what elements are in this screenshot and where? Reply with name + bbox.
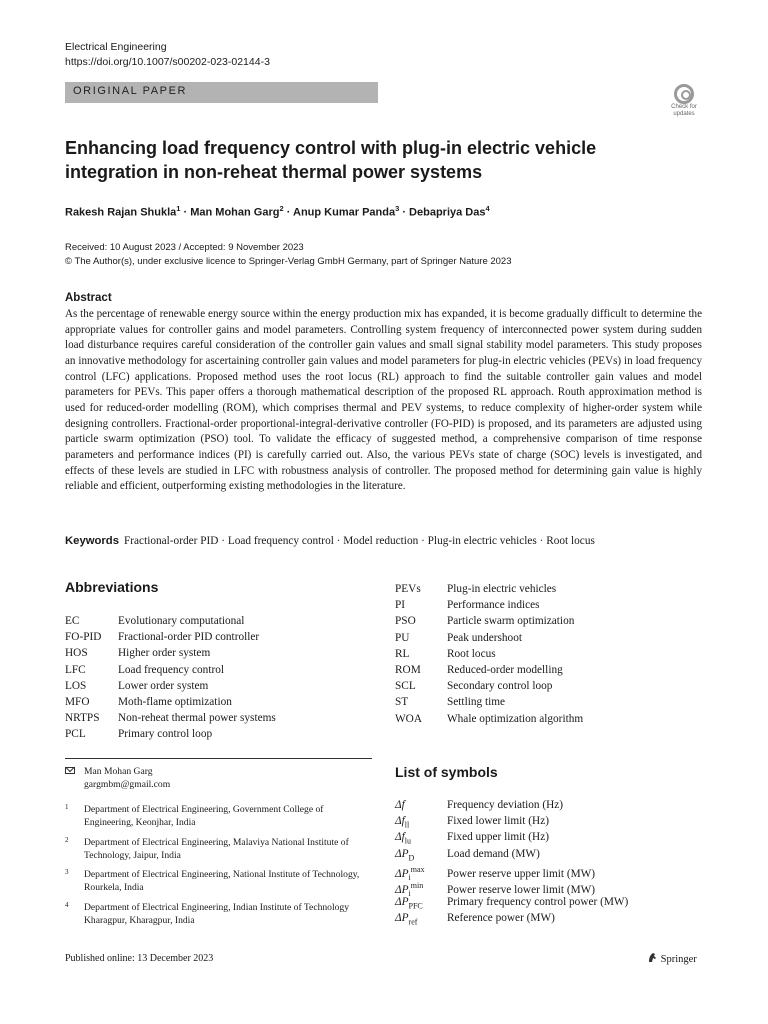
journal-name: Electrical Engineering (65, 41, 167, 53)
abbreviations-right-column (395, 581, 583, 727)
abbreviation: RL (395, 647, 410, 660)
abbreviation-definition: Plug-in electric vehicles (447, 583, 557, 595)
abbreviation: PI (395, 599, 406, 612)
symbol (395, 797, 447, 813)
abbreviation: MFO (65, 695, 90, 708)
abbreviation-row (395, 694, 583, 710)
symbol-base: ΔP (395, 896, 409, 909)
abbreviation-row (395, 662, 583, 678)
publisher-name: Springer (660, 954, 697, 965)
publisher-logo (647, 952, 697, 965)
symbol-definition: Fixed lower limit (Hz) (447, 815, 549, 828)
abbreviation: PU (395, 631, 410, 644)
abbreviation: ST (395, 696, 409, 709)
abbreviations-heading: Abbreviations (65, 579, 159, 595)
abbreviation-row (65, 710, 276, 726)
abbreviation-row (395, 678, 583, 694)
symbol-row (395, 894, 628, 910)
author-affiliation-mark: 2 (279, 204, 284, 213)
abbreviation-row (395, 630, 583, 646)
abbreviation-row (395, 646, 583, 662)
abbreviation-definition: Lower order system (118, 679, 209, 692)
symbol-definition: Power reserve upper limit (MW) (447, 867, 596, 880)
symbol-row (395, 846, 628, 862)
abbreviation-row (65, 662, 276, 678)
abbreviation-definition: Higher order system (118, 647, 211, 660)
abbreviation-row (395, 613, 583, 629)
symbol-subscript: PFC (408, 901, 423, 911)
symbol-base: ΔP (395, 912, 409, 925)
footnote-divider (65, 758, 372, 759)
check-for-updates-badge[interactable] (665, 84, 703, 124)
abbreviation-definition: Performance indices (447, 599, 540, 612)
check-updates-line1: Check for (671, 104, 697, 110)
abbreviation: EC (65, 615, 80, 627)
abbreviation: LFC (65, 663, 86, 676)
dates-block (65, 241, 512, 269)
abbreviation-definition: Moth-flame optimization (118, 695, 232, 708)
abbreviation-row (65, 613, 276, 629)
symbol-base: ΔP (395, 847, 409, 860)
correspondence (65, 765, 170, 791)
symbol-base: ΔP (395, 867, 409, 880)
symbol-subscript: i (408, 888, 411, 898)
symbol-subscript: ref (408, 917, 418, 927)
abbreviation-definition: Whale optimization algorithm (447, 712, 584, 725)
abbreviation-row (65, 694, 276, 710)
symbol-definition: Fixed upper limit (Hz) (447, 831, 549, 844)
abbreviation-row (395, 711, 583, 727)
keywords-text: Fractional-order PID · Load frequency control · Model reduction · Plug-in electric vehicles · Root locus (124, 535, 595, 547)
doi-link[interactable]: https://doi.org/10.1007/s00202-023-02144-3 (65, 56, 270, 68)
journal-header (65, 40, 270, 70)
symbol-row (395, 829, 628, 845)
symbol (395, 910, 447, 930)
symbol-superscript: min (410, 880, 424, 890)
affiliation-text: Department of Electrical Engineering, National Institute of Technology, Rourkela, India (84, 869, 360, 893)
affiliation-text: Department of Electrical Engineering, Malaviya National Institute of Technology, Jaipur, India (84, 837, 349, 861)
abbreviation: PSO (395, 615, 416, 628)
affiliation (65, 901, 365, 927)
author-affiliation-mark: 4 (485, 204, 490, 213)
abbreviation-definition: Evolutionary computational (118, 615, 245, 627)
affiliation-number: 4 (65, 901, 69, 909)
affiliation (65, 868, 365, 894)
affiliation-number: 1 (65, 803, 69, 811)
author-name[interactable]: Debapriya Das (409, 206, 486, 219)
abbreviation-definition: Root locus (447, 647, 496, 660)
abbreviation-row (395, 597, 583, 613)
abbreviation-row (65, 678, 276, 694)
abbreviation: PEVs (395, 583, 421, 595)
check-updates-line2: updates (673, 111, 695, 117)
springer-horse-icon (647, 952, 658, 963)
symbol-row (395, 862, 628, 882)
symbols-list (395, 797, 628, 927)
abbreviation: WOA (395, 712, 422, 725)
symbol-definition: Reference power (MW) (447, 912, 555, 925)
symbol-base: Δf (395, 831, 405, 844)
affiliation (65, 803, 365, 829)
affiliation-number: 2 (65, 836, 69, 844)
keywords (65, 535, 745, 547)
abstract-heading: Abstract (65, 292, 112, 304)
symbol-definition: Frequency deviation (Hz) (447, 799, 564, 811)
abbreviation-definition: Particle swarm optimization (447, 615, 575, 628)
symbol-subscript: i (408, 872, 411, 882)
paper-title: Enhancing load frequency control with plug-in electric vehicle integration in non-reheat thermal power systems (65, 138, 597, 182)
symbol-row (395, 910, 628, 926)
corresponding-author: Man Mohan Garg (84, 766, 153, 777)
author-name[interactable]: Anup Kumar Panda (293, 206, 396, 219)
abbreviation-definition: Load frequency control (118, 663, 225, 676)
symbol-row (395, 813, 628, 829)
symbol-subscript: D (408, 852, 415, 862)
abbreviations-left-column (65, 613, 276, 743)
abbreviation-definition: Fractional-order PID controller (118, 631, 260, 644)
symbol-row (395, 797, 628, 813)
corresponding-email[interactable]: gargmbm@gmail.com (84, 779, 171, 790)
article-type-banner (65, 82, 378, 103)
abbreviation-row (65, 645, 276, 661)
check-updates-icon (674, 84, 694, 104)
symbol-row (395, 878, 628, 898)
abbreviation: PCL (65, 728, 86, 741)
symbols-heading: List of symbols (395, 764, 498, 780)
abbreviation: NRTPS (65, 712, 100, 725)
affiliation-number: 3 (65, 868, 69, 876)
affiliation (65, 836, 365, 862)
abbreviation-row (65, 629, 276, 645)
abbreviation-definition: Peak undershoot (447, 631, 522, 644)
author-name[interactable]: Man Mohan Garg (190, 206, 280, 219)
abbreviation-definition: Reduced-order modelling (447, 663, 563, 676)
abbreviation-row (65, 726, 276, 742)
abbreviation: FO-PID (65, 631, 102, 644)
abstract-text: As the percentage of renewable energy source within the energy production mix has expanded, it is become gradually difficult to determine the appropriate values for controller gains and model parameters. Controlling system frequency of interconnected power system during sudden load disturbance requires careful consideration of the controller gain values and small signal stability model parameters. This study proposes an innovative methodology for ascertaining controller gain values and model parameters for plug-in electric vehicles (PEVs) in load frequency control (LFC) applications. Proposed method uses the root locus (RL) approach to find the suitable controller gain values and model parameters for PEVs. This paper offers a thorough mathematical description of the proposed RL approach. Routh approximation method is used for reduced-order modelling (ROM), which comprises thermal and PEV systems, to reduce complexity of higher-order system while designing controllers. Fractional-order proportional-integral-derivative controller (FO-PID) is proposed, and its parameters are adjusted using particle swarm optimization (PSO) tool. To validate the efficacy of suggested method, a comprehensive comparison of time response parameters and performance indices (PI) is carefully carried out. Also, the various PEVs state of charge (SOC) levels is investigated, and effects of these levels are studied in LFC with robustness analysis of controller. The proposed method for determining gain value is highly reliable and efficient, outperforming existing methodologies in the literature. (65, 308, 702, 493)
symbol-subscript: ll (404, 820, 410, 830)
symbol-definition: Primary frequency control power (MW) (447, 896, 629, 909)
author-name[interactable]: Rakesh Rajan Shukla (65, 206, 177, 219)
article-type: ORIGINAL PAPER (73, 85, 188, 97)
keywords-label: Keywords (65, 535, 119, 547)
symbol-subscript: lu (404, 836, 412, 846)
abbreviation-definition: Settling time (447, 696, 506, 709)
abbreviation: HOS (65, 647, 88, 660)
author-affiliation-mark: 3 (395, 204, 400, 213)
envelope-icon (65, 767, 75, 774)
symbol-base: Δf (395, 799, 405, 811)
symbol-superscript: max (410, 864, 425, 874)
copyright: © The Author(s), under exclusive licence to Springer-Verlag GmbH Germany, part of Springer Nature 2023 (65, 256, 512, 267)
author-affiliation-mark: 1 (176, 204, 181, 213)
symbol-base: ΔP (395, 883, 409, 896)
abbreviation: ROM (395, 663, 421, 676)
abbreviation: LOS (65, 679, 87, 692)
symbol-definition: Load demand (MW) (447, 847, 540, 860)
affiliation-text: Department of Electrical Engineering, Indian Institute of Technology Kharagpur, Kharagpur, India (84, 902, 350, 926)
abbreviation-definition: Secondary control loop (447, 680, 553, 693)
symbol-base: Δf (395, 815, 405, 828)
received-accepted: Received: 10 August 2023 / Accepted: 9 November 2023 (65, 242, 304, 253)
abbreviation-definition: Non-reheat thermal power systems (118, 712, 276, 725)
author-list: Rakesh Rajan Shukla$^1$ · Man Mohan Garg$^2$ · Anup Kumar Panda$^3$ · Debapriya Das$^4$ (65, 204, 490, 219)
abbreviation-row (395, 581, 583, 597)
published-online: Published online: 13 December 2023 (65, 953, 214, 964)
affiliation-text: Department of Electrical Engineering, Government College of Engineering, Keonjhar, India (84, 804, 324, 828)
abbreviation-definition: Primary control loop (118, 728, 213, 741)
symbol-definition: Power reserve lower limit (MW) (447, 883, 596, 896)
abbreviation: SCL (395, 680, 416, 693)
